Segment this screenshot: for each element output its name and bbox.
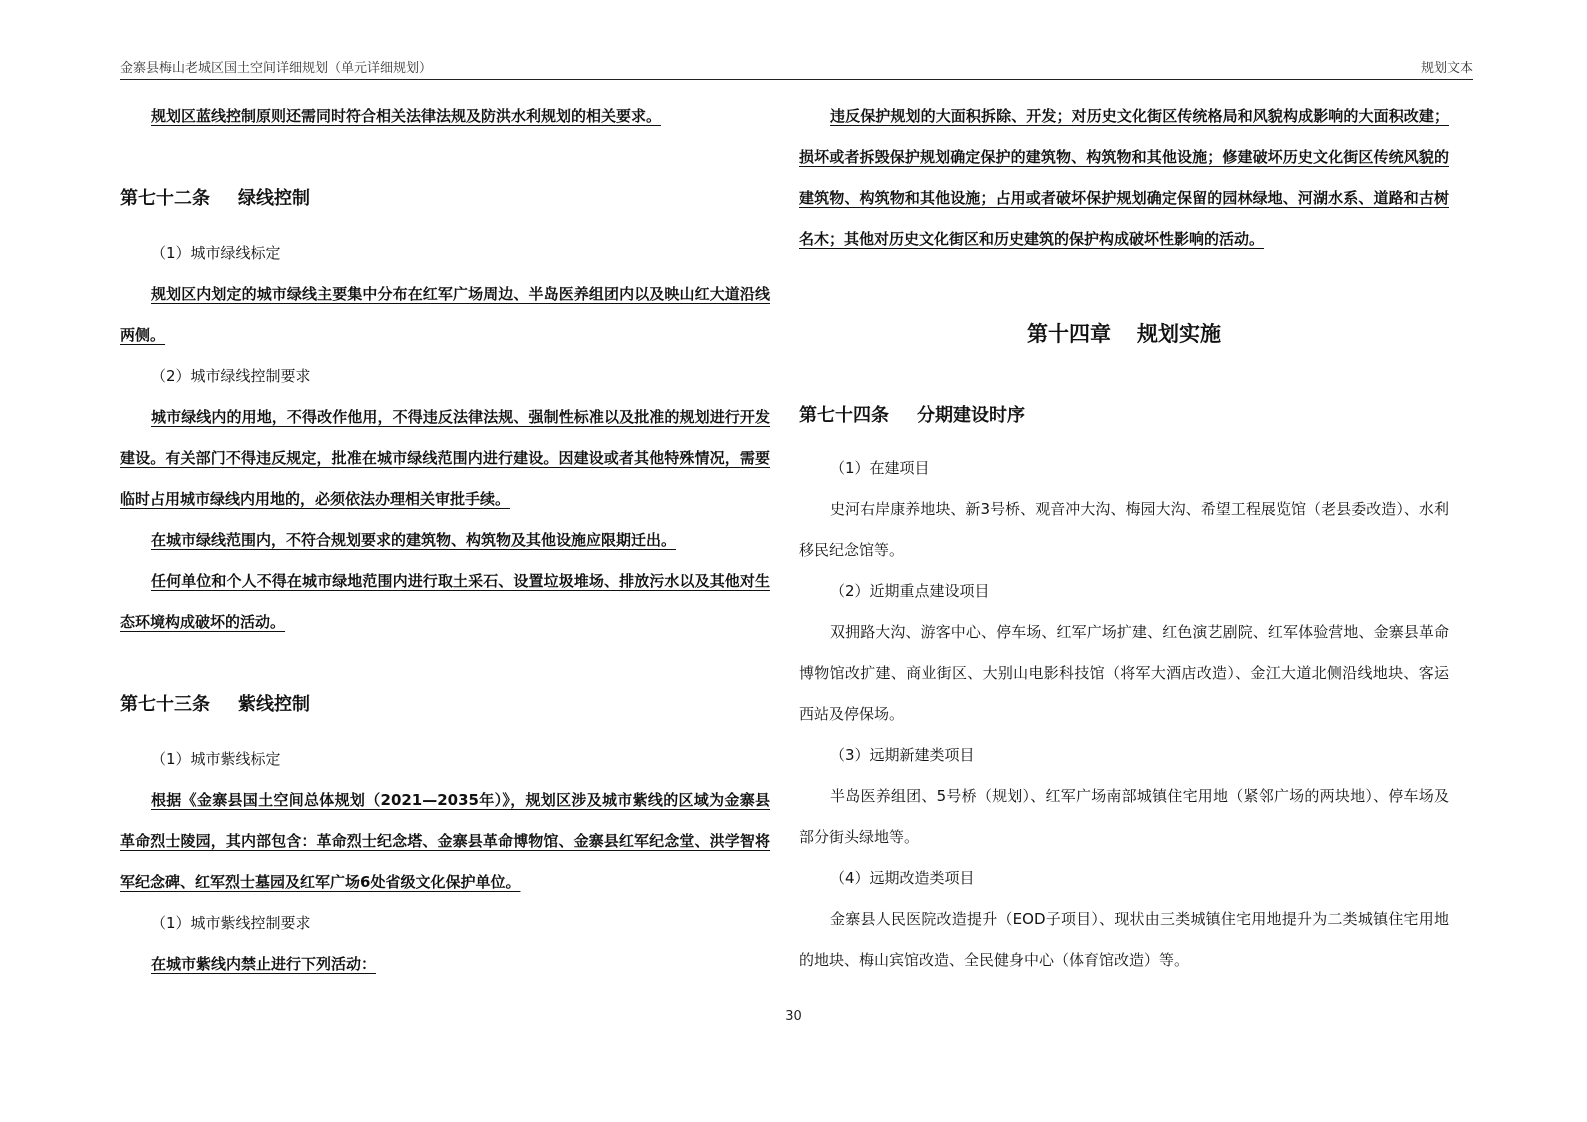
green-line-subheading-1: （1）城市绿线标定: [151, 244, 281, 262]
green-line-subheading-2: （2）城市绿线控制要求: [151, 367, 311, 385]
chapter-title: 规划实施: [1137, 322, 1221, 346]
chapter-number: 第十四章: [1027, 322, 1111, 346]
right-column: [799, 96, 1449, 981]
purple-line-paragraph-2: 在城市紫线内禁止进行下列活动：: [151, 955, 377, 973]
phase-paragraph-1: 史河右岸康养地块、新3号桥、观音冲大沟、梅园大沟、希望工程展览馆（老县委改造）、水利移民纪念馆等。: [799, 500, 1449, 559]
article-title: 紫线控制: [238, 694, 310, 715]
chapter-14-heading: [799, 314, 1449, 355]
page-number: 30: [785, 1009, 802, 1024]
article-74-heading: [799, 395, 1449, 436]
prohibited-activities-paragraph: 违反保护规划的大面积拆除、开发；对历史文化街区传统格局和风貌构成影响的大面积改建；损坏或者拆毁保护规划确定保护的建筑物、构筑物和其他设施；修建破坏历史文化街区传统风貌的建筑物、构筑物和其他设施；占用或者破坏保护规划确定保留的园林绿地、河湖水系、道路和古树名木；其他对历史文化街区和历史建筑的保护构成破坏性影响的活动。: [799, 107, 1449, 248]
document-type: 规划文本: [1420, 61, 1473, 76]
page-header: [120, 54, 1473, 80]
phase-paragraph-4: 金寨县人民医院改造提升（EOD子项目）、现状由三类城镇住宅用地提升为二类城镇住宅用地的地块、梅山宾馆改造、全民健身中心（体育馆改造）等。: [799, 910, 1449, 969]
document-title: 金寨县梅山老城区国土空间详细规划（单元详细规划）: [120, 61, 433, 76]
purple-line-subheading-1: （1）城市紫线标定: [151, 750, 281, 768]
article-number: 第七十三条: [120, 694, 210, 715]
article-number: 第七十二条: [120, 188, 210, 209]
phase-subheading-1: （1）在建项目: [830, 459, 930, 477]
article-title: 分期建设时序: [917, 405, 1025, 426]
article-title: 绿线控制: [238, 188, 310, 209]
phase-subheading-4: （4）远期改造类项目: [830, 869, 975, 887]
green-line-paragraph-3: 在城市绿线范围内，不符合规划要求的建筑物、构筑物及其他设施应限期迁出。: [151, 531, 677, 549]
phase-subheading-3: （3）远期新建类项目: [830, 746, 975, 764]
phase-subheading-2: （2）近期重点建设项目: [830, 582, 990, 600]
green-line-paragraph-4: 任何单位和个人不得在城市绿地范围内进行取土采石、设置垃圾堆场、排放污水以及其他对生态环境构成破坏的活动。: [120, 572, 770, 631]
green-line-paragraph-1: 规划区内划定的城市绿线主要集中分布在红军广场周边、半岛医养组团内以及映山红大道沿线两侧。: [120, 285, 770, 344]
purple-line-subheading-2: （1）城市紫线控制要求: [151, 914, 311, 932]
phase-paragraph-2: 双拥路大沟、游客中心、停车场、红军广场扩建、红色演艺剧院、红军体验营地、金寨县革命博物馆改扩建、商业街区、大别山电影科技馆（将军大酒店改造）、金江大道北侧沿线地块、客运西站及停保场。: [799, 623, 1449, 723]
phase-paragraph-3: 半岛医养组团、5号桥（规划）、红军广场南部城镇住宅用地（紧邻广场的两块地）、停车场及部分街头绿地等。: [799, 787, 1449, 846]
blue-line-note: 规划区蓝线控制原则还需同时符合相关法律法规及防洪水利规划的相关要求。: [151, 107, 662, 125]
purple-line-paragraph-1: 根据《金寨县国土空间总体规划（2021—2035年）》，规划区涉及城市紫线的区域为金寨县革命烈士陵园，其内部包含：革命烈士纪念塔、金寨县革命博物馆、金寨县红军纪念堂、洪学智将军纪念碑、红军烈士墓园及红军广场6处省级文化保护单位。: [120, 791, 770, 891]
article-72-heading: [120, 178, 770, 219]
article-number: 第七十四条: [799, 405, 889, 426]
left-column: [120, 96, 770, 985]
green-line-paragraph-2: 城市绿线内的用地，不得改作他用，不得违反法律法规、强制性标准以及批准的规划进行开发建设。有关部门不得违反规定，批准在城市绿线范围内进行建设。因建设或者其他特殊情况，需要临时占用城市绿线内用地的，必须依法办理相关审批手续。: [120, 408, 770, 508]
article-73-heading: [120, 684, 770, 725]
